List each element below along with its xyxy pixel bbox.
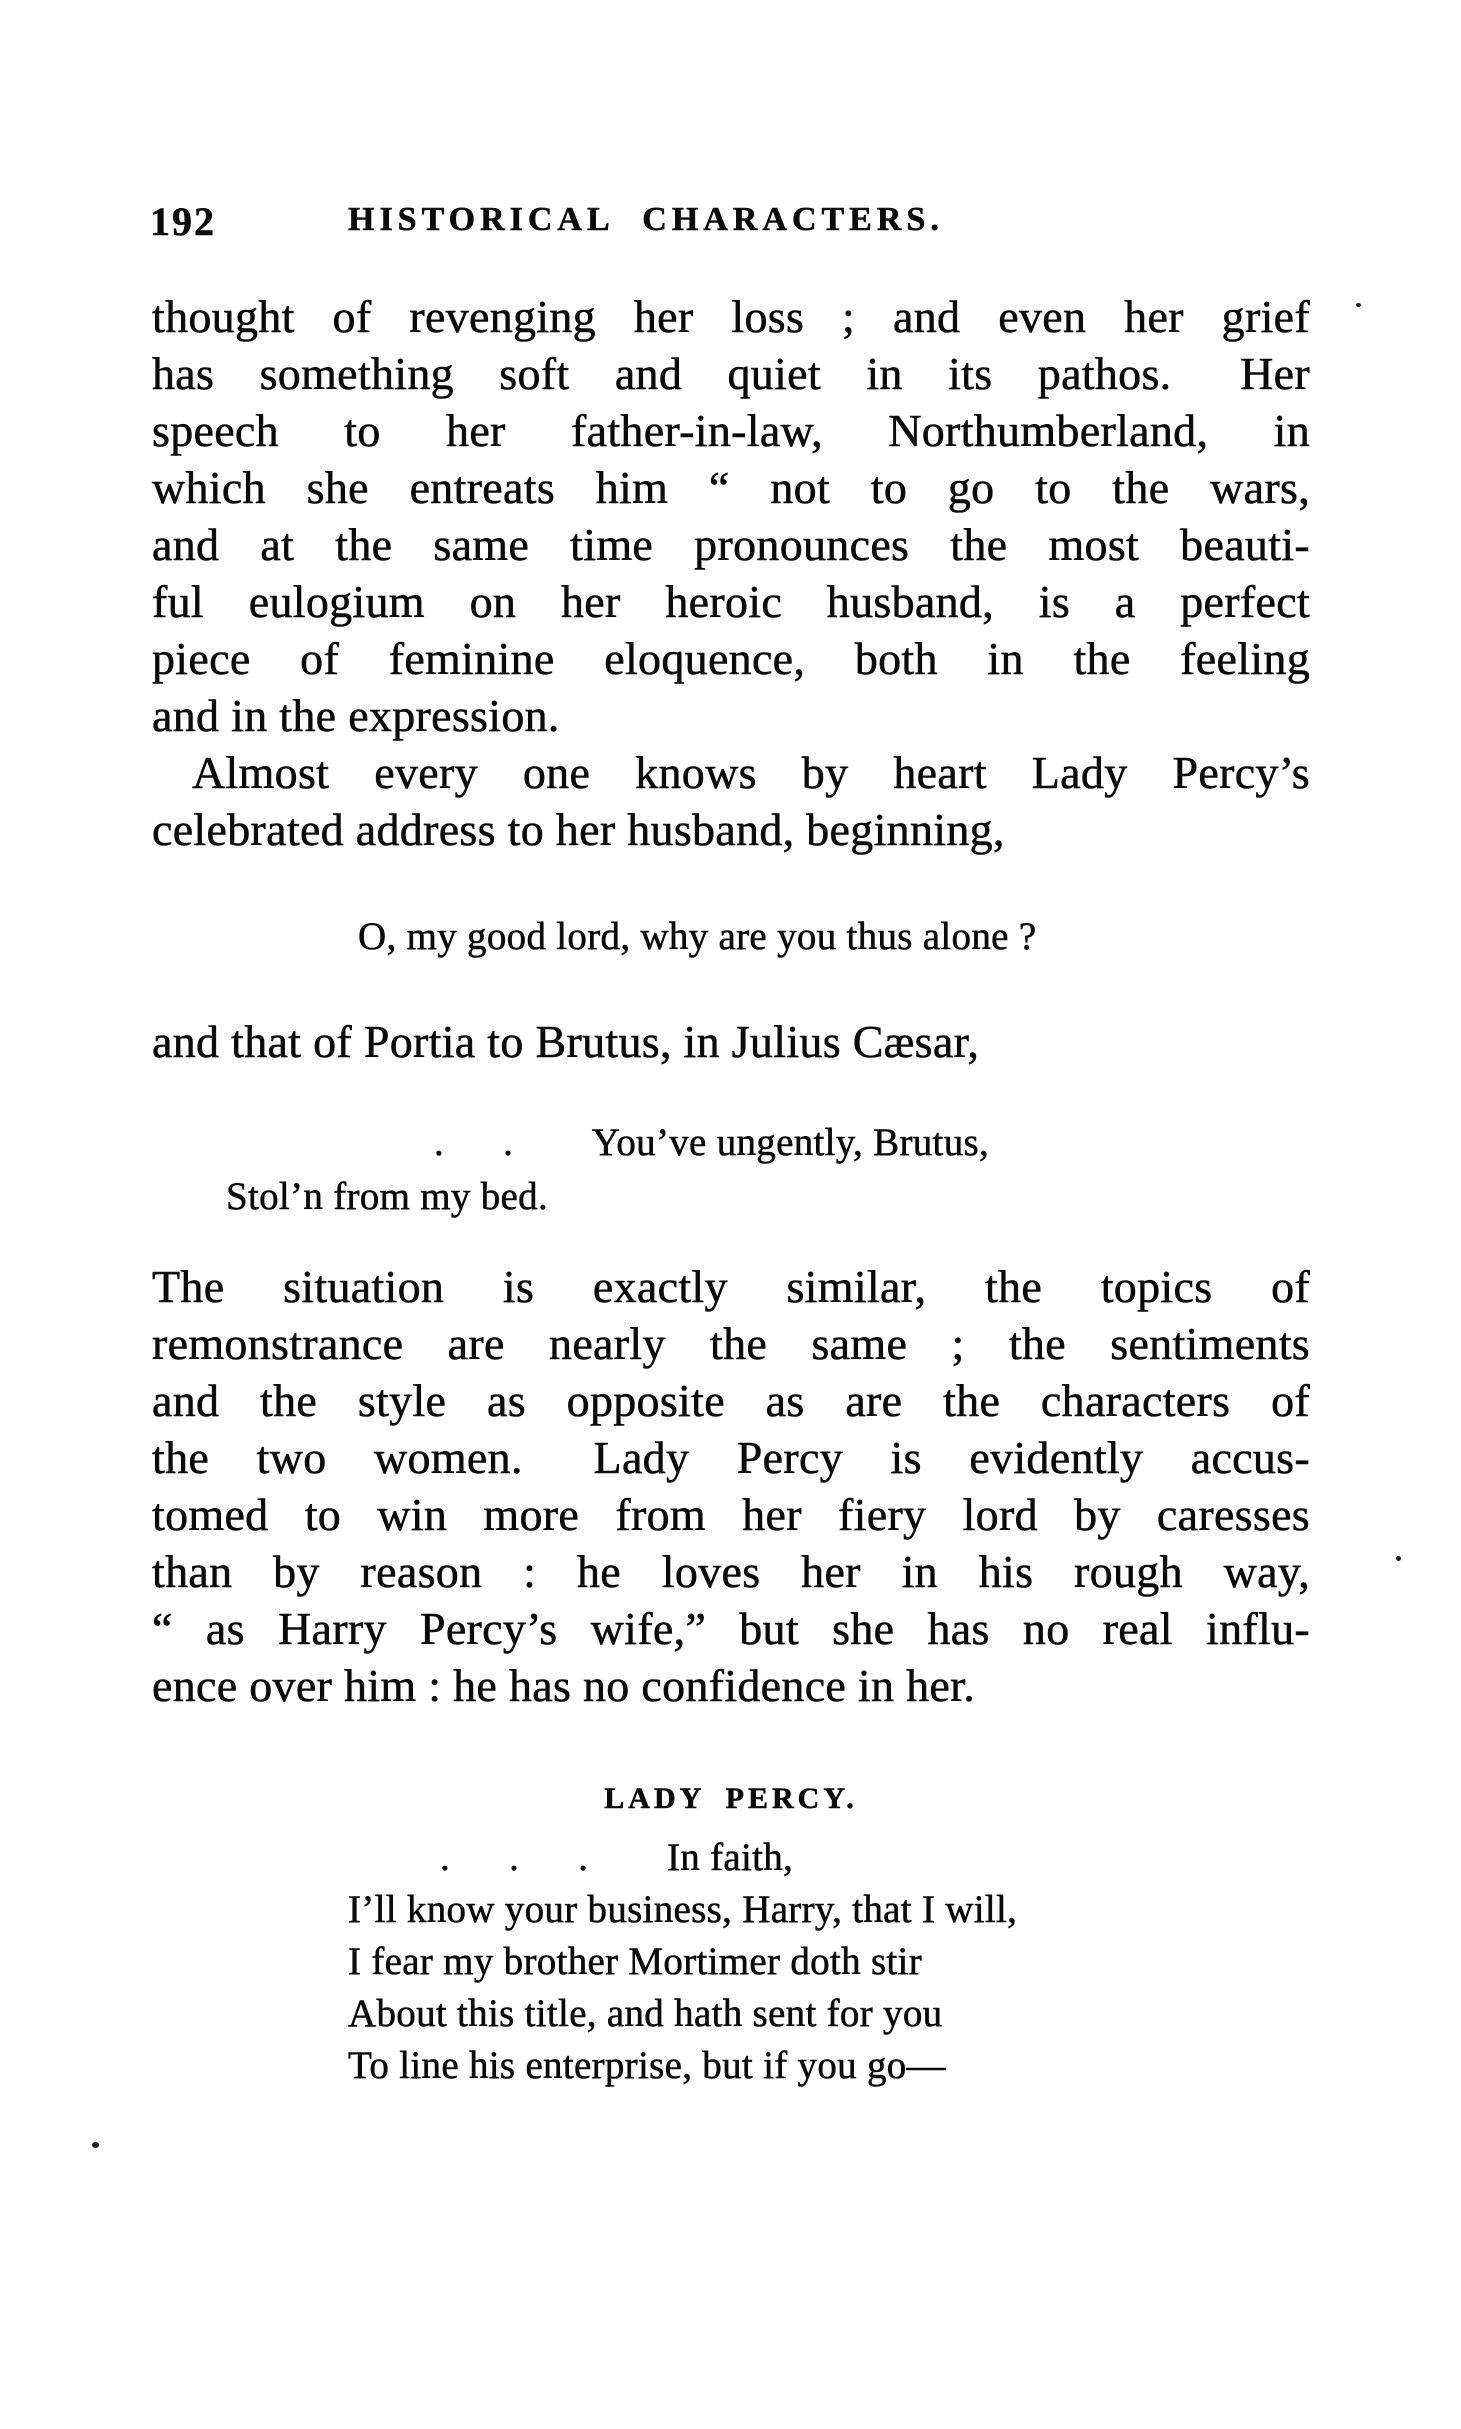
speech-heading: LADY PERCY. — [604, 1782, 858, 1815]
text-line: celebrated address to her husband, beginning, — [152, 804, 1005, 855]
verse-line: About this title, and hath sent for you — [348, 1992, 943, 2035]
text-line: than by reason : he loves her in his rough way, — [152, 1546, 1310, 1597]
text-line: “ as Harry Percy’s wife,” but she has no real influ- — [152, 1603, 1310, 1654]
page-number: 192 — [150, 199, 216, 244]
text-line: Almost every one knows by heart Lady Percy’s — [192, 747, 1310, 798]
text-line: ful eulogium on her heroic husband, is a perfect — [152, 576, 1310, 627]
text-line: ence over him : he has no confidence in her. — [152, 1660, 976, 1711]
quote-line: O, my good lord, why are you thus alone ? — [358, 915, 1037, 958]
paragraph-4 — [152, 1258, 1310, 1714]
text-line: piece of feminine eloquence, both in the feeling — [152, 633, 1310, 684]
text-line: thought of revenging her loss ; and even her grief — [152, 291, 1310, 342]
speech-block — [152, 1778, 1310, 2092]
scan-speck — [1396, 1556, 1401, 1561]
text-line: tomed to win more from her fiery lord by caresses — [152, 1489, 1310, 1540]
text-line: which she entreats him “ not to go to the wars, — [152, 462, 1310, 513]
text-line: remonstrance are nearly the same ; the sentiments — [152, 1318, 1310, 1369]
quote-line: Stol’n from my bed. — [226, 1175, 549, 1218]
speech-verse — [152, 1832, 1310, 2092]
text-line: and that of Portia to Brutus, in Julius Cæsar, — [152, 1016, 980, 1067]
text-line: and in the expression. — [152, 690, 560, 741]
text-line: speech to her father-in-law, Northumberland, in — [152, 405, 1310, 456]
verse-quotation-2 — [152, 1116, 1310, 1224]
page-body — [152, 288, 1310, 2092]
running-title: HISTORICAL CHARACTERS. — [348, 201, 944, 238]
scan-speck — [1356, 303, 1361, 307]
page-header — [0, 198, 1461, 248]
verse-line: . . . In faith, — [440, 1836, 794, 1879]
paragraph-1 — [152, 288, 1310, 744]
text-line: and at the same time pronounces the most beauti- — [152, 519, 1310, 570]
scan-speck — [92, 2142, 99, 2148]
paragraph-2 — [152, 744, 1310, 858]
text-line: and the style as opposite as are the characters of — [152, 1375, 1310, 1426]
text-line: has something soft and quiet in its pathos. Her — [152, 348, 1310, 399]
verse-quotation-1 — [152, 911, 1310, 963]
text-line: The situation is exactly similar, the topics of — [152, 1261, 1310, 1312]
verse-line: I’ll know your business, Harry, that I will, — [348, 1888, 1018, 1931]
paragraph-3 — [152, 1013, 1310, 1070]
verse-line: I fear my brother Mortimer doth stir — [348, 1940, 922, 1983]
verse-line: To line his enterprise, but if you go— — [348, 2044, 946, 2087]
quote-line: . . You’ve ungently, Brutus, — [434, 1121, 990, 1164]
text-line: the two women. Lady Percy is evidently accus- — [152, 1432, 1310, 1483]
